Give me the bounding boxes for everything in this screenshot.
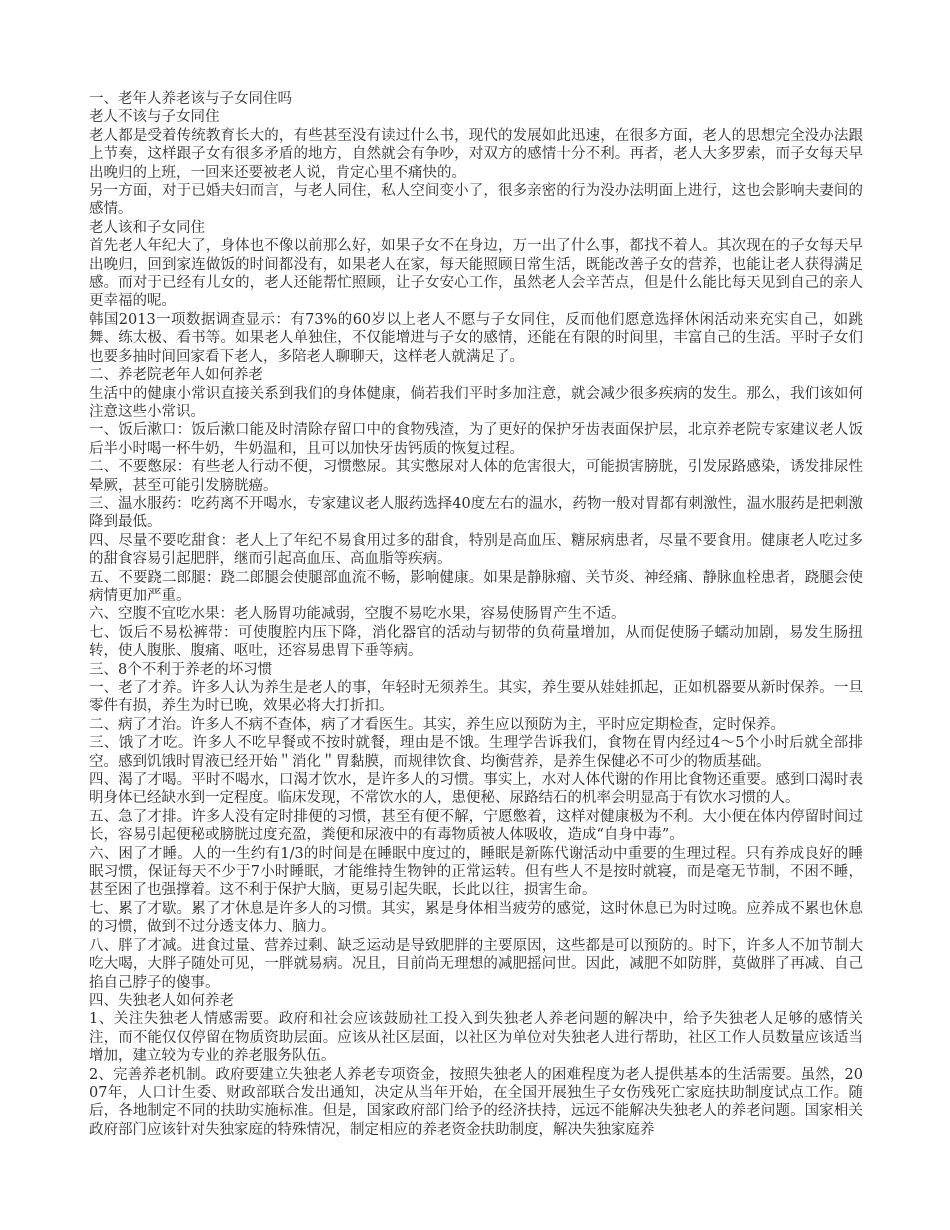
paragraph: 生活中的健康小常识直接关系到我们的身体健康，倘若我们平时多加注意，就会减少很多疾病的发生。那么，我们该如何注意这些小常识。 xyxy=(89,385,863,420)
paragraph: 首先老人年纪大了，身体也不像以前那么好，如果子女不在身边，万一出了什么事，都找不着人。其次现在的子女每天早出晚归，回到家连做饭的时间都没有，如果老人在家，每天能照顾日常生活，既能改善子女的营养，也能让老人获得满足感。而对于已经有儿女的，老人还能帮忙照顾，让子女安心工作，虽然老人会辛苦点，但是什么能比每天见到自己的亲人更幸福的呢。 xyxy=(89,238,863,310)
heading-1: 一、老年人养老该与子女同住吗 xyxy=(89,91,292,107)
list-item: 五、急了才排。许多人没有定时排便的习惯，甚至有便不解，宁愿憋着，这样对健康极为不利。大小便在体内停留时间过长，容易引起便秘或膀胱过度充盈，粪便和尿液中的有毒物质被人体吸收，造成“自身中毒”。 xyxy=(89,808,863,844)
subheading: 老人该和子女同住 xyxy=(89,219,205,236)
heading-4: 四、失独老人如何养老 xyxy=(89,992,234,1009)
list-item: 2、完善养老机制。政府要建立失独老人养老专项资金，按照失独老人的困难程度为老人提供基本的生活需要。虽然，2007年，人口计生委、财政部联合发出通知，决定从当年开始，在全国开展独生子女伤残死亡家庭扶助制度试点工作。随后，各地制定不同的扶助实施标准。但是，国家政府部门给予的经济扶持，远远不能解决失独老人的养老问题。国家相关政府部门应该针对失独家庭的特殊情况，制定相应的养老资金扶助制度，解决失独家庭养 xyxy=(89,1066,863,1138)
list-item: 一、饭后漱口：饭后漱口能及时清除存留口中的食物残渣，为了更好的保护牙齿表面保护层，北京养老院专家建议老人饭后半小时喝一杯牛奶，牛奶温和，且可以加快牙齿钙质的恢复过程。 xyxy=(89,422,863,457)
subheading: 老人不该与子女同住 xyxy=(89,109,220,126)
list-item: 八、胖了才减。进食过量、营养过剩、缺乏运动是导致肥胖的主要原因，这些都是可以预防的。时下，许多人不加节制大吃大喝，大胖子随处可见，一胖就易病。况且，目前尚无理想的减肥摇问世。因此，减肥不如防胖，莫做胖了再减、自己掐自己脖子的傻事。 xyxy=(89,937,863,991)
list-item: 七、累了才歇。累了才休息是许多人的习惯。其实，累是身体相当疲劳的感觉，这时休息已为时过晚。应养成不累也休息的习惯，做到不过分透支体力、脑力。 xyxy=(89,900,863,936)
list-item: 一、老了才养。许多人认为养生是老人的事，年轻时无须养生。其实，养生要从娃娃抓起，正如机器要从新时保养。一旦零件有损，养生为时已晚，效果必将大打折扣。 xyxy=(89,680,863,715)
list-item: 五、不要跷二郎腿：跷二郎腿会使腿部血流不畅，影响健康。如果是静脉瘤、关节炎、神经痛、静脉血栓患者，跷腿会使病情更加严重。 xyxy=(89,569,863,604)
list-item: 二、病了才治。许多人不病不查体，病了才看医生。其实，养生应以预防为主，平时应定期检查，定时保养。 xyxy=(89,716,785,733)
list-item: 六、空腹不宜吃水果：老人肠胃功能减弱，空腹不易吃水果，容易使肠胃产生不适。 xyxy=(89,606,626,623)
paragraph: 韩国2013一项数据调查显示：有73%的60岁以上老人不愿与子女同住，反而他们愿意选择休闲活动来充实自己，如跳舞、练太极、看书等。如果老人单独住，不仅能增进与子女的感情，还能在有限的时间里，丰富自己的生活。平时子女们也要多抽时间回家看下老人，多陪老人聊聊天，这样老人就满足了。 xyxy=(89,311,863,365)
list-item: 三、温水服药：吃药离不开喝水，专家建议老人服药选择40度左右的温水，药物一般对胃都有刺激性，温水服药是把刺激降到最低。 xyxy=(89,495,863,531)
list-item: 七、饭后不易松裤带：可使腹腔内压下降，消化器官的活动与韧带的负荷量增加，从而促使肠子蠕动加剧，易发生肠扭转，使人腹胀、腹痛、呕吐，还容易患胃下垂等病。 xyxy=(89,624,863,660)
list-item: 四、尽量不要吃甜食：老人上了年纪不易食用过多的甜食，特别是高血压、糖尿病患者，尽量不要食用。健康老人吃过多的甜食容易引起肥胖，继而引起高血压、高血脂等疾病。 xyxy=(89,532,863,568)
paragraph: 另一方面，对于已婚夫妇而言，与老人同住，私人空间变小了，很多亲密的行为没办法明面上进行，这也会影响夫妻间的感情。 xyxy=(89,183,863,218)
document-body xyxy=(89,90,863,1139)
list-item: 1、关注失独老人情感需要。政府和社会应该鼓励社工投入到失独老人养老问题的解决中，给予失独老人足够的感情关注，而不能仅仅停留在物质资助层面。应该从社区层面，以社区为单位对失独老人进行帮助，社区工作人员数量应该适当增加，建立较为专业的养老服务队伍。 xyxy=(89,1011,863,1065)
list-item: 三、饿了才吃。许多人不吃早餐或不按时就餐，理由是不饿。生理学告诉我们，食物在胃内经过4～5个小时后就全部排空。感到饥饿时胃液已经开始＂消化＂胃黏膜，而规律饮食、均衡营养，是养生保健必不可少的物质基础。 xyxy=(89,735,863,770)
list-item: 四、渴了才喝。平时不喝水，口渴才饮水，是许多人的习惯。事实上，水对人体代谢的作用比食物还重要。感到口渴时表明身体已经缺水到一定程度。临床发现，不常饮水的人，患便秘、尿路结石的机率会明显高于有饮水习惯的人。 xyxy=(89,772,863,807)
list-item: 六、困了才睡。人的一生约有1/3的时间是在睡眠中度过的，睡眠是新陈代谢活动中重要的生理过程。只有养成良好的睡眠习惯，保证每天不少于7小时睡眠，才能维持生物钟的正常运转。但有些人不是按时就寝，而是毫无节制，不困不睡，甚至困了也强撑着。这不利于保护大脑，更易引起失眠，长此以往，损害生命。 xyxy=(89,845,863,899)
paragraph: 老人都是受着传统教育长大的，有些甚至没有读过什么书，现代的发展如此迅速，在很多方面，老人的思想完全没办法跟上节奏，这样跟子女有很多矛盾的地方，自然就会有争吵，对双方的感情十分不利。再者，老人大多罗索，而子女每天早出晚归的上班，一回来还要被老人说，肯定心里不痛快的。 xyxy=(89,127,863,181)
heading-3: 三、8个不利于养老的坏习惯 xyxy=(89,661,273,678)
heading-2: 二、养老院老年人如何养老 xyxy=(89,367,263,384)
list-item: 二、不要憋尿：有些老人行动不便，习惯憋尿。其实憋尿对人体的危害很大，可能损害膀胱，引发尿路感染，诱发排尿性晕厥，甚至可能引发膀胱癌。 xyxy=(89,459,863,494)
